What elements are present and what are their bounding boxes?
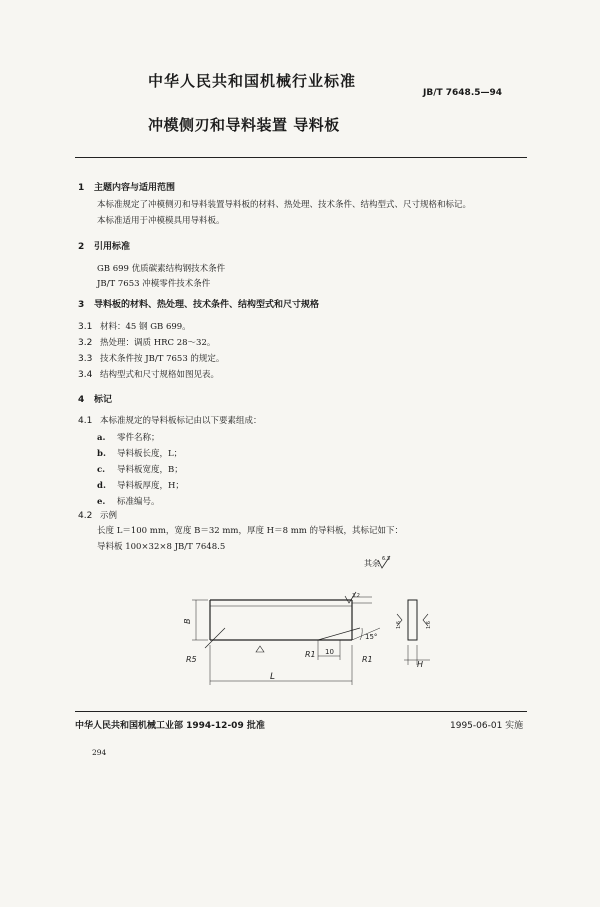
dimension-label: H <box>417 660 424 669</box>
plate-front-view <box>205 600 380 648</box>
clause-text: 示例 <box>100 511 118 521</box>
page-number: 294 <box>92 748 107 757</box>
clause-number: 3.1 <box>78 322 93 332</box>
radius-label: R5 <box>186 655 197 664</box>
implementation-date: 1995-06-01 实施 <box>450 721 524 731</box>
clause-text: 技术条件按 JB/T 7653 的规定。 <box>100 354 225 364</box>
rest-roughness-value: 6.3 <box>382 556 390 562</box>
clause-number: 4.1 <box>78 416 93 426</box>
roughness-value: 1.6 <box>396 621 402 629</box>
section-number: 2 <box>78 242 85 252</box>
paragraph: 本标准适用于冲模模具用导料板。 <box>97 216 225 226</box>
section-number: 3 <box>78 300 85 310</box>
rest-roughness-label: 其余 <box>364 559 380 568</box>
radius-label: R1 <box>305 650 316 659</box>
reference-item: GB 699 优质碳素结构钢技术条件 <box>97 264 226 274</box>
approval-note: 中华人民共和国机械工业部 1994-12-09 批准 <box>75 721 265 731</box>
roughness-value: 3.2 <box>352 593 360 599</box>
standard-code: JB/T 7648.5—94 <box>423 88 503 98</box>
section-title: 导料板的材料、热处理、技术条件、结构型式和尺寸规格 <box>94 300 320 310</box>
section-title: 主题内容与适用范围 <box>94 183 176 193</box>
list-letter: c. <box>97 465 106 475</box>
dimension-10: 10 <box>325 648 334 656</box>
clause-text: 热处理：调质 HRC 28～32。 <box>100 338 216 348</box>
section-title: 引用标准 <box>94 242 131 252</box>
example-marking: 导料板 100×32×8 JB/T 7648.5 <box>97 542 226 552</box>
dimension-label: L <box>270 672 276 682</box>
dimension-label: B <box>183 618 192 624</box>
paragraph: 本标准规定了冲模侧刃和导料装置导料板的材料、热处理、技术条件、结构型式、尺寸规格和标记。 <box>97 200 472 210</box>
list-text: 导料板宽度，B； <box>117 465 183 475</box>
reference-item: JB/T 7653 冲模零件技术条件 <box>97 279 211 289</box>
footer-rule <box>75 711 527 712</box>
list-letter: d. <box>97 481 106 491</box>
dimension-B <box>183 600 208 640</box>
clause-text: 本标准规定的导料板标记由以下要素组成： <box>100 416 262 426</box>
list-text: 标准编号。 <box>117 497 160 507</box>
clause-number: 3.2 <box>78 338 93 348</box>
list-text: 导料板长度，L； <box>117 449 183 459</box>
list-letter: e. <box>97 497 106 507</box>
list-text: 零件名称； <box>117 433 160 443</box>
roughness-value: 1.6 <box>426 621 432 629</box>
section-title: 标记 <box>94 395 113 405</box>
clause-number: 3.3 <box>78 354 93 364</box>
section-number: 4 <box>78 395 85 405</box>
section-number: 1 <box>78 183 85 193</box>
list-letter: a. <box>97 433 106 443</box>
clause-number: 3.4 <box>78 370 93 380</box>
clause-text: 材料：45 钢 GB 699。 <box>100 322 191 332</box>
clause-text: 结构型式和尺寸规格如图见表。 <box>100 370 220 380</box>
example-text: 长度 L＝100 mm，宽度 B＝32 mm，厚度 H＝8 mm 的导料板，其标记如下： <box>97 526 404 536</box>
list-text: 导料板厚度，H； <box>117 481 184 491</box>
clause-number: 4.2 <box>78 511 93 521</box>
plate-side-view <box>397 600 430 665</box>
roughness-icon <box>256 646 264 652</box>
angle-label: 15° <box>365 633 378 641</box>
standard-org-title: 中华人民共和国机械行业标准 <box>148 72 357 90</box>
document-title: 冲模侧刃和导料装置 导料板 <box>148 116 340 134</box>
radius-label: R1 <box>362 655 373 664</box>
list-letter: b. <box>97 449 106 459</box>
